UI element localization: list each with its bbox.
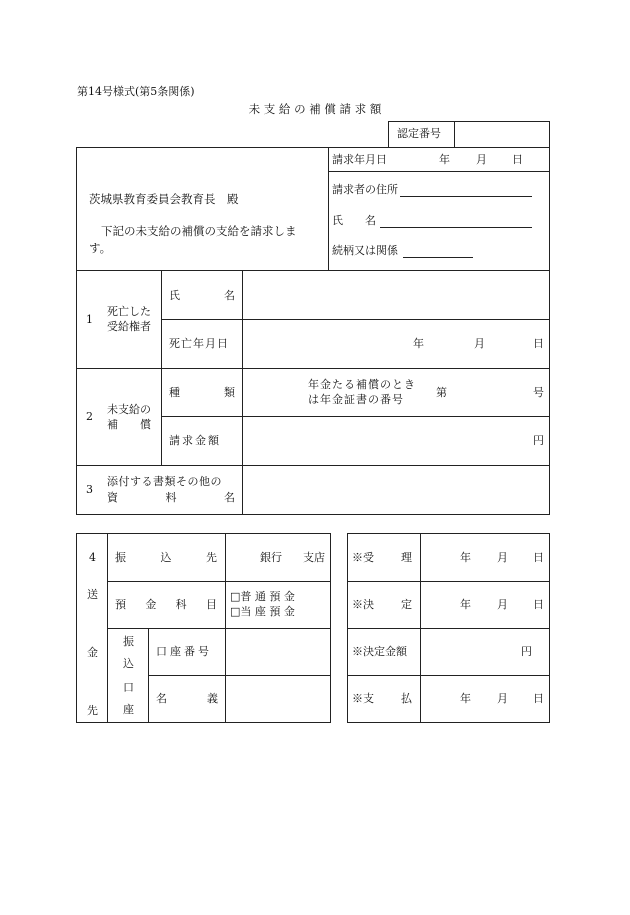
- received-label: ※受 理: [352, 551, 412, 564]
- attachments-label: 添付する書類その他の: [107, 475, 222, 488]
- payee-label: 振 込 先: [115, 551, 217, 564]
- section2-heading: 未支給の: [107, 403, 151, 416]
- applicant-name-field[interactable]: [380, 211, 532, 227]
- decided-label: ※決 定: [352, 598, 412, 611]
- pension-note-1: 年金たる補償のとき: [308, 378, 416, 391]
- attachments-field[interactable]: [244, 467, 548, 513]
- request-date-label: 請求年月日: [332, 153, 387, 166]
- request-date-field[interactable]: [400, 150, 545, 168]
- ordinary-deposit-checkbox[interactable]: □普 通 預 金: [230, 590, 295, 603]
- current-deposit-checkbox[interactable]: □当 座 預 金: [230, 605, 295, 618]
- decided-amount-label: ※決定金額: [352, 645, 407, 658]
- account-type-label: 預 金 科 目: [115, 598, 217, 611]
- account-holder-field[interactable]: [227, 677, 329, 721]
- death-date-label: 死亡年月日: [169, 337, 229, 350]
- pension-number-field[interactable]: [450, 372, 530, 412]
- claim-amount-label: 請求金額: [169, 434, 221, 447]
- applicant-name-label: 氏 名: [332, 214, 376, 227]
- claim-amount-field[interactable]: [244, 418, 529, 463]
- death-date-field[interactable]: [244, 321, 548, 366]
- addressee: 茨城県教育委員会教育長 殿: [89, 192, 239, 206]
- relation-field[interactable]: [403, 241, 473, 257]
- payment-label: ※支 払: [352, 692, 412, 705]
- deceased-name-label: 氏 名: [169, 289, 235, 302]
- pension-note-2: は年金証書の番号: [308, 393, 404, 406]
- cert-number-field[interactable]: [455, 122, 549, 147]
- cert-number-label: 認定番号: [397, 127, 441, 140]
- applicant-address-label: 請求者の住所: [332, 183, 398, 196]
- deceased-name-field[interactable]: [244, 272, 548, 317]
- account-holder-label: 名 義: [156, 692, 218, 705]
- relation-label: 続柄又は関係: [332, 244, 398, 257]
- bank-branch-field[interactable]: [227, 535, 329, 579]
- section1-heading: 死亡した: [107, 305, 151, 318]
- account-number-field[interactable]: [227, 630, 329, 673]
- request-text-2: す。: [89, 241, 112, 255]
- applicant-address-field[interactable]: [400, 180, 532, 196]
- account-number-label: 口座番号: [156, 645, 212, 658]
- form-number: 第14号様式(第5条関係): [77, 85, 195, 98]
- request-text-1: 下記の未支給の補償の支給を請求しま: [101, 224, 297, 238]
- form-title: 未 支 給 の 補 償 請 求 額: [248, 102, 382, 116]
- compensation-type-label: 種 類: [169, 386, 235, 399]
